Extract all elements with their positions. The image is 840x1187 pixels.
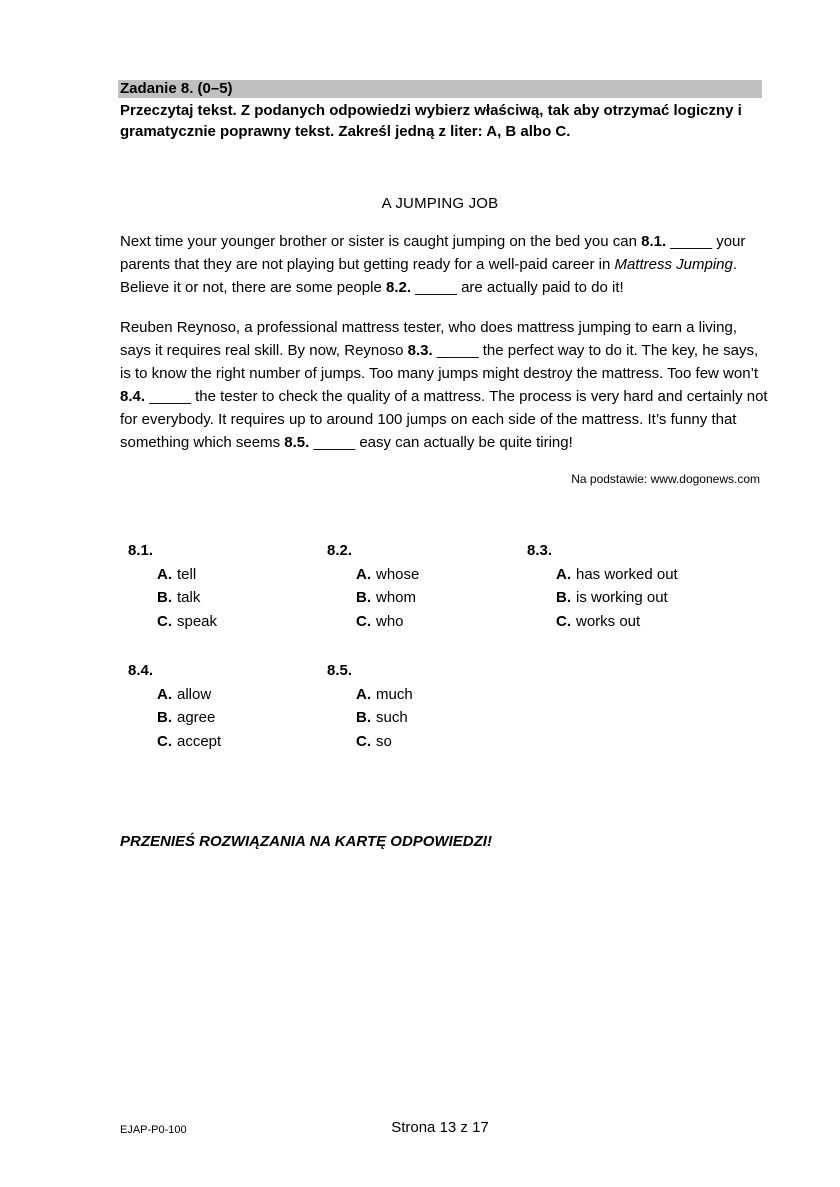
option-letter: C. — [157, 612, 172, 630]
option-letter: C. — [556, 612, 571, 630]
option-text: whom — [376, 589, 417, 606]
option-b[interactable] — [128, 586, 217, 610]
option-text: so — [376, 732, 392, 750]
option-text: tell — [177, 565, 197, 583]
option-a[interactable] — [128, 683, 221, 707]
option-letter: A. — [356, 565, 371, 583]
option-letter: B. — [356, 589, 371, 606]
option-text: has worked out — [576, 565, 678, 583]
option-a[interactable] — [327, 683, 413, 707]
option-text: whose — [376, 565, 420, 583]
option-letter: A. — [157, 685, 172, 703]
option-text: who — [376, 612, 404, 630]
question-number: 8.1. — [128, 542, 154, 559]
option-a[interactable] — [527, 563, 678, 587]
gap-8-1-label: 8.1. — [641, 233, 667, 250]
question-8-4 — [128, 659, 221, 753]
gap-8-2-label: 8.2. — [386, 279, 412, 296]
option-a[interactable] — [327, 563, 419, 587]
p1-emphasis: Mattress Jumping — [614, 256, 733, 273]
paragraph-2 — [120, 316, 770, 454]
question-8-3 — [527, 539, 678, 633]
option-letter: A. — [556, 565, 571, 583]
p2-text-3: _____ the tester to check the quality of a mattress. The process is very hard and certainly not for everybody. It requires up to around 100 jumps on each side of the mattress. It’s funny that something which seems — [120, 388, 768, 451]
option-letter: C. — [157, 732, 172, 750]
option-letter: A. — [356, 685, 371, 703]
source-note: Na podstawie: www.dogonews.com — [571, 472, 760, 486]
question-8-5 — [327, 659, 413, 753]
option-text: agree — [177, 709, 216, 726]
option-letter: C. — [356, 732, 371, 750]
option-c[interactable] — [128, 730, 221, 754]
text-title: A JUMPING JOB — [381, 195, 499, 212]
option-b[interactable] — [128, 706, 221, 730]
option-text: such — [376, 709, 408, 726]
option-letter: B. — [356, 709, 371, 726]
question-8-1 — [128, 539, 217, 633]
question-number: 8.3. — [527, 542, 553, 559]
option-letter: B. — [556, 589, 571, 606]
option-c[interactable] — [128, 610, 217, 634]
option-letter: B. — [157, 589, 172, 606]
paragraph-1 — [120, 230, 770, 299]
option-b[interactable] — [327, 706, 413, 730]
p2-text-2: _____ the perfect way to do it. The key, he says, is to know the right number of jumps. Too many jumps might destroy the mattress. Too few won’t — [120, 342, 759, 382]
page-number: Strona 13 z 17 — [391, 1119, 489, 1136]
task-header: Zadanie 8. (0–5) — [118, 80, 762, 98]
option-a[interactable] — [128, 563, 217, 587]
question-number: 8.2. — [327, 542, 353, 559]
option-letter: B. — [157, 709, 172, 726]
option-c[interactable] — [327, 610, 419, 634]
option-text: speak — [177, 612, 218, 630]
option-text: talk — [177, 589, 201, 606]
task-instruction: Przeczytaj tekst. Z podanych odpowiedzi wybierz właściwą, tak aby otrzymać logiczny i gramatycznie poprawny tekst. Zakreśl jedną z liter: A, B albo C. — [120, 102, 742, 140]
question-number: 8.5. — [327, 662, 353, 679]
option-c[interactable] — [527, 610, 678, 634]
p2-text-1: Reuben Reynoso, a professional mattress tester, who does mattress jumping to earn a living, says it requires real skill. By now, Reynoso — [120, 319, 737, 359]
option-c[interactable] — [327, 730, 413, 754]
transfer-note: PRZENIEŚ ROZWIĄZANIA NA KARTĘ ODPOWIEDZI! — [120, 833, 492, 850]
footer-code: EJAP-P0-100 — [120, 1124, 187, 1136]
gap-8-3-label: 8.3. — [407, 342, 433, 359]
option-b[interactable] — [327, 586, 419, 610]
option-text: much — [376, 685, 413, 703]
p1-text-1: Next time your younger brother or sister is caught jumping on the bed you can — [120, 233, 642, 250]
option-b[interactable] — [527, 586, 678, 610]
option-text: accept — [177, 732, 222, 750]
p1-text-2: _____ your parents that they are not playing but getting ready for a well-paid career in — [120, 233, 746, 273]
gap-8-4-label: 8.4. — [120, 388, 146, 405]
gap-8-5-label: 8.5. — [284, 434, 310, 451]
option-letter: A. — [157, 565, 172, 583]
p2-text-4: _____ easy can actually be quite tiring! — [309, 434, 573, 451]
p1-text-4: _____ are actually paid to do it! — [411, 279, 624, 296]
option-letter: C. — [356, 612, 371, 630]
option-text: allow — [177, 685, 212, 703]
question-8-2 — [327, 539, 419, 633]
p1-text-3: . Believe it or not, there are some people — [120, 256, 738, 296]
question-number: 8.4. — [128, 662, 154, 679]
option-text: works out — [576, 612, 641, 630]
option-text: is working out — [576, 589, 668, 606]
